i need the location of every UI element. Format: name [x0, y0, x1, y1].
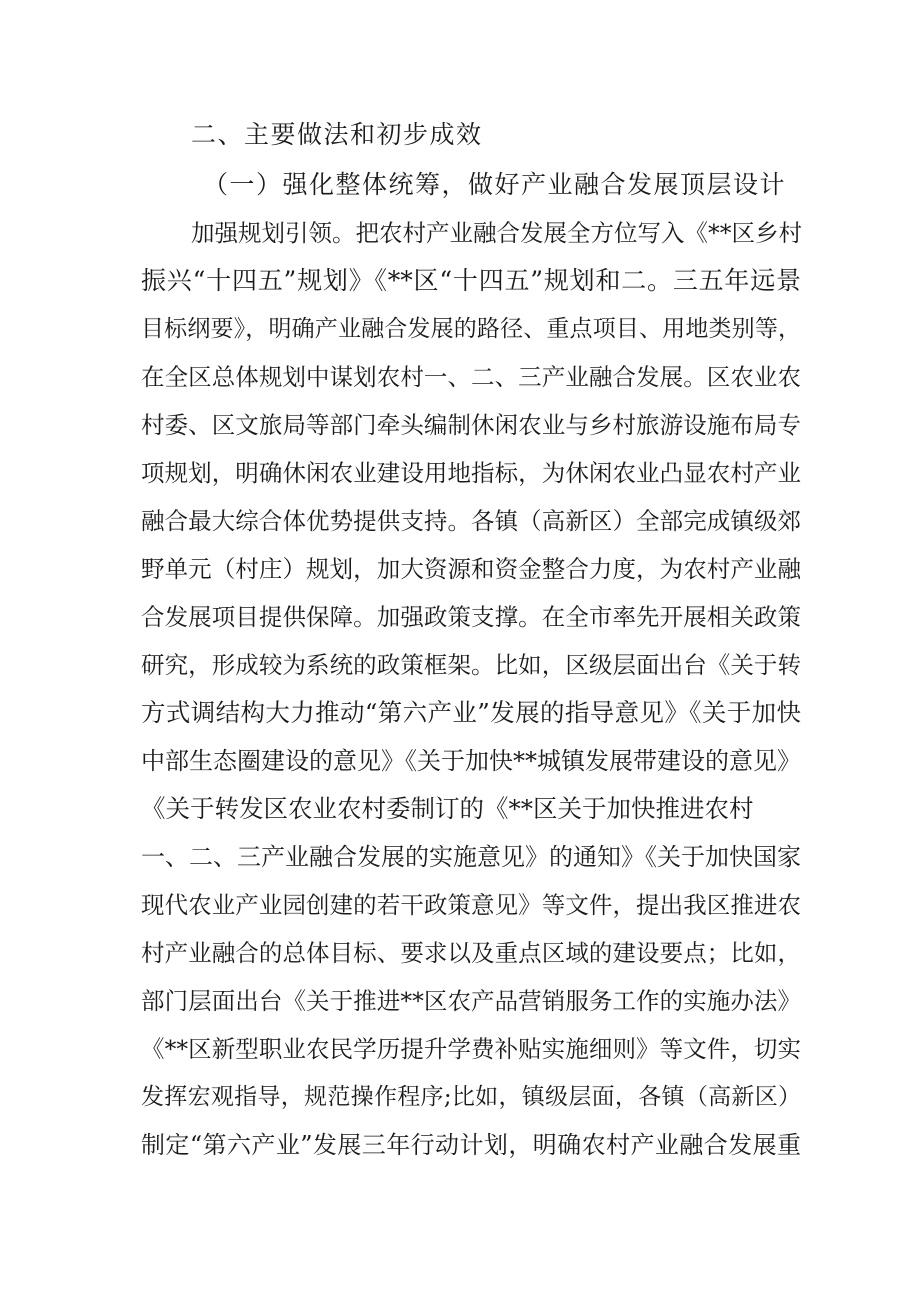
paragraph-line: 方式调结构大力推动“第六产业”发展的指导意见》《关于加快	[141, 698, 801, 727]
paragraph-line: 《关于转发区农业农村委制订的《**区关于加快推进农村	[141, 794, 754, 823]
subsection-heading: （一）强化整体统筹，做好产业融合发展顶层设计	[203, 170, 787, 199]
section-heading: 二、主要做法和初步成效	[191, 120, 483, 149]
paragraph-line: 村委、区文旅局等部门牵头编制休闲农业与乡村旅游设施布局专	[141, 411, 801, 439]
paragraph-line: 《**区新型职业农民学历提升学费补贴实施细则》等文件，切实	[141, 1035, 801, 1063]
paragraph-line: 中部生态圈建设的意见》《关于加快**城镇发展带建设的意见》	[141, 747, 801, 775]
paragraph-line: 加强规划引领。把农村产业融合发展全方位写入《**区乡村	[191, 219, 802, 247]
paragraph-line: 项规划，明确休闲农业建设用地指标，为休闲农业凸显农村产业	[141, 459, 801, 487]
paragraph-line: 发挥宏观指导，规范操作程序;比如，镇级层面，各镇（高新区）	[141, 1084, 801, 1110]
paragraph-line: 部门层面出台《关于推进**区农产品营销服务工作的实施办法》	[141, 987, 801, 1015]
paragraph-line: 研究，形成较为系统的政策框架。比如，区级层面出台《关于转	[141, 651, 801, 679]
paragraph-line: 一、二、三产业融合发展的实施意见》的通知》《关于加快国家	[141, 843, 801, 871]
paragraph-line: 合发展项目提供保障。加强政策支撑。在全市率先开展相关政策	[141, 603, 801, 631]
paragraph-line: 在全区总体规划中谋划农村一、二、三产业融合发展。区农业农	[141, 363, 801, 391]
paragraph-line: 野单元（村庄）规划，加大资源和资金整合力度，为农村产业融	[141, 555, 801, 583]
paragraph-line: 振兴“十四五”规划》《**区“十四五”规划和二。三五年远景	[141, 266, 801, 295]
paragraph-line: 融合最大综合体优势提供支持。各镇（高新区）全部完成镇级郊	[141, 507, 801, 535]
paragraph-line: 现代农业产业园创建的若干政策意见》等文件，提出我区推进农	[141, 891, 801, 919]
paragraph-line: 制定“第六产业”发展三年行动计划，明确农村产业融合发展重	[141, 1131, 801, 1159]
paragraph-line: 目标纲要》，明确产业融合发展的路径、重点项目、用地类别等，	[141, 316, 801, 342]
paragraph-line: 村产业融合的总体目标、要求以及重点区域的建设要点；比如，	[141, 939, 801, 967]
